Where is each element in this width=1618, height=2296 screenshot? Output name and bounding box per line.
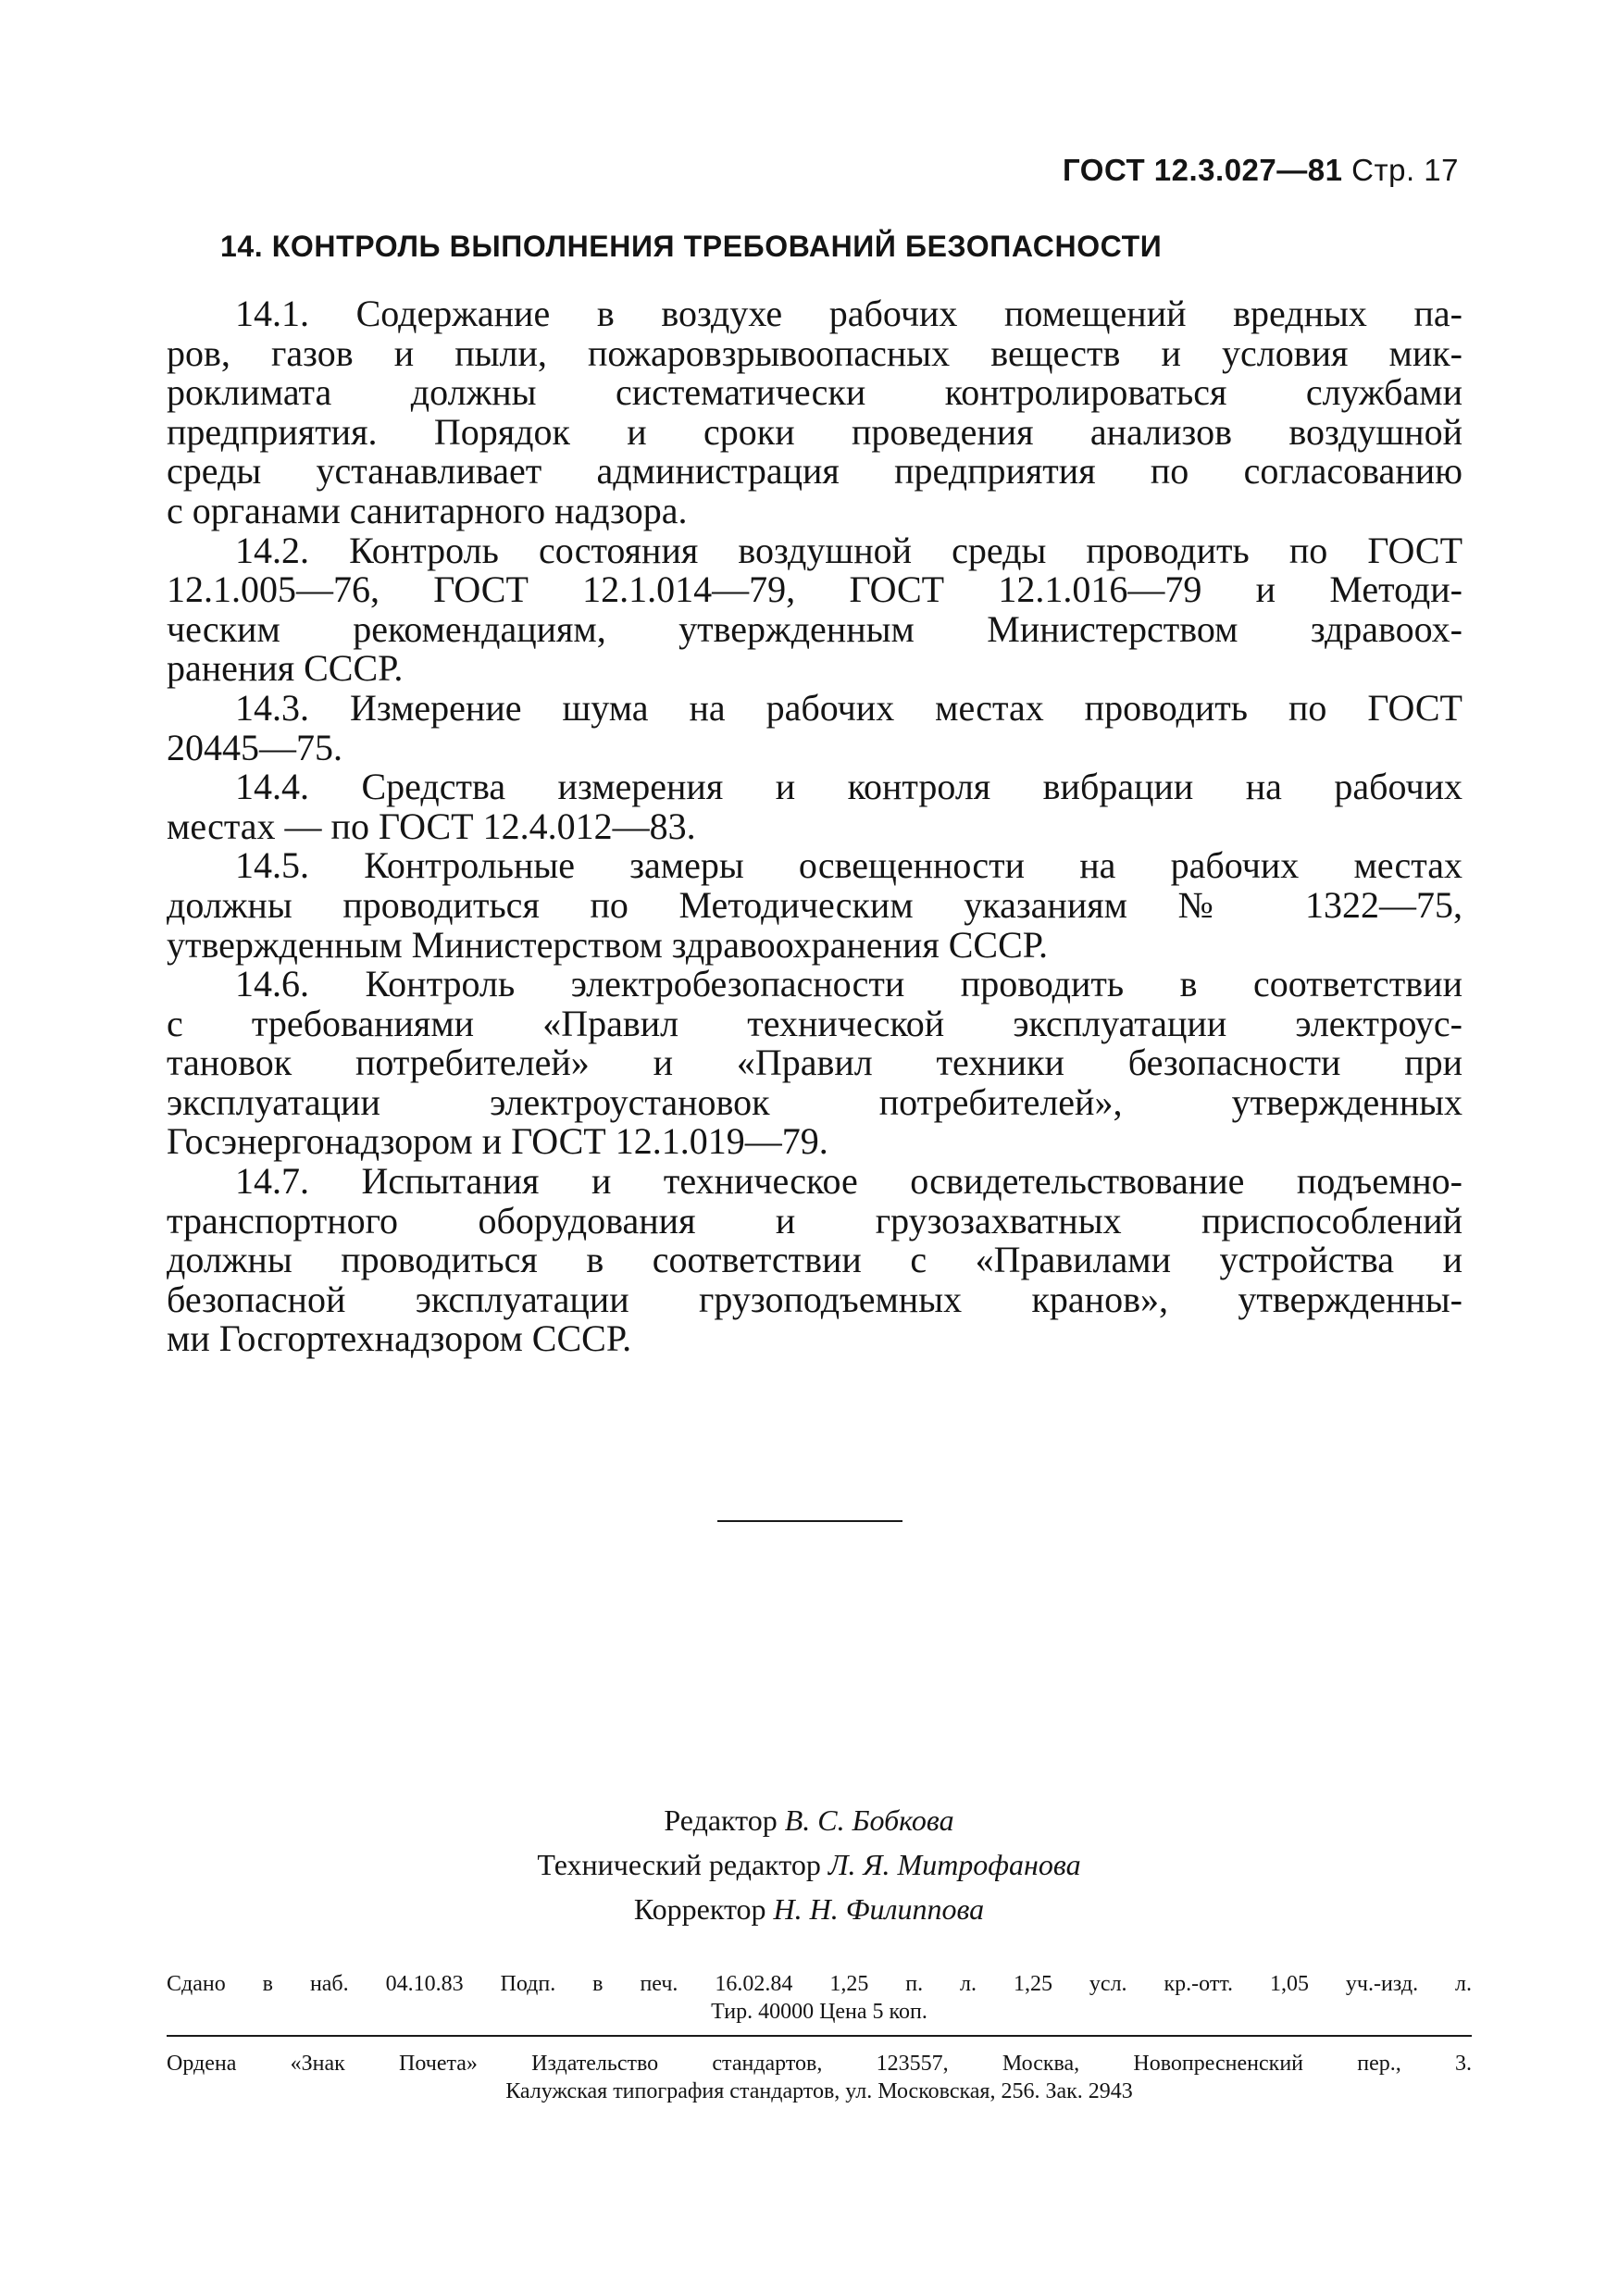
text-line: безопасной эксплуатации грузоподъемных кранов», утвержденны-	[167, 1278, 1462, 1320]
paragraph-14-5	[167, 846, 1462, 965]
text-line: 14.5. Контрольные замеры освещенности на рабочих местах	[235, 844, 1462, 887]
text-line: среды устанавливает администрация предприятия по согласованию	[167, 450, 1462, 493]
paragraph-14-2	[167, 531, 1462, 689]
text-line: предприятия. Порядок и сроки проведения анализов воздушной	[167, 410, 1462, 453]
paragraph-14-3	[167, 686, 1462, 768]
text-line: 14.6. Контроль электробезопасности проводить в соответствии	[235, 963, 1462, 1005]
text-line: тановок потребителей» и «Правил техники безопасности при	[167, 1042, 1462, 1084]
body-text	[167, 294, 1462, 1359]
text-line: 14.4. Средства измерения и контроля вибрации на рабочих	[235, 766, 1462, 808]
page-number: Стр. 17	[1351, 153, 1459, 187]
text-line: ческим рекомендациям, утвержденным Министерством здравоох-	[167, 607, 1462, 650]
standard-number: ГОСТ 12.3.027—81	[1063, 153, 1343, 187]
page-header	[1063, 153, 1459, 188]
proofreader-role: Корректор	[633, 1892, 766, 1926]
paragraph-14-4	[167, 767, 1462, 846]
text-line: 12.1.005—76, ГОСТ 12.1.014—79, ГОСТ 12.1.016—79 и Методи-	[167, 568, 1462, 611]
printer-line: Калужская типография стандартов, ул. Московская, 256. Зак. 2943	[505, 2079, 1133, 2103]
text-line: должны проводиться в соответствии с «Правилами устройства и	[167, 1239, 1462, 1281]
editor-name: В. С. Бобкова	[784, 1803, 954, 1837]
text-line: транспортного оборудования и грузозахватных приспособлений	[167, 1199, 1462, 1242]
print-dates: Сдано в наб. 04.10.83 Подп. в печ. 16.02.84 1,25 п. л. 1,25 усл. кр.-отт. 1,05 уч.-изд. л.	[167, 1972, 1472, 1996]
text-line: ров, газов и пыли, пожаровзрывоопасных веществ и условия мик-	[167, 331, 1462, 374]
publisher-details	[167, 2050, 1472, 2105]
section-title: 14. КОНТРОЛЬ ВЫПОЛНЕНИЯ ТРЕБОВАНИЙ БЕЗОПАСНОСТИ	[220, 230, 1163, 263]
text-line: Госэнергонадзором и ГОСТ 12.1.019—79.	[167, 1120, 828, 1163]
paragraph-14-6	[167, 965, 1462, 1162]
text-line: должны проводиться по Методическим указаниям № 1322—75,	[167, 883, 1462, 926]
text-line: эксплуатации электроустановок потребителей», утвержденных	[167, 1080, 1462, 1123]
tech-editor-role: Технический редактор	[537, 1848, 821, 1881]
print-details	[167, 1970, 1472, 2026]
imprint-rule	[167, 2035, 1472, 2037]
text-line: 14.2. Контроль состояния воздушной среды проводить по ГОСТ	[235, 529, 1462, 571]
text-line: роклимата должны систематически контролироваться службами	[167, 371, 1462, 414]
proofreader-name: Н. Н. Филиппова	[773, 1892, 985, 1926]
paragraph-14-1	[167, 294, 1462, 531]
text-line: утвержденным Министерством здравоохранения СССР.	[167, 923, 1049, 966]
tech-editor-line	[0, 1842, 1618, 1887]
text-line: 20445—75.	[167, 726, 342, 768]
credits-block	[0, 1798, 1618, 1931]
text-line: ми Госгортехнадзором СССР.	[167, 1317, 632, 1360]
text-line: ранения СССР.	[167, 647, 404, 690]
publisher-line: Ордена «Знак Почета» Издательство стандартов, 123557, Москва, Новопресненский пер., 3.	[167, 2052, 1472, 2076]
paragraph-14-7	[167, 1162, 1462, 1359]
tech-editor-name: Л. Я. Митрофанова	[828, 1848, 1081, 1881]
text-line: 14.1. Содержание в воздухе рабочих помещений вредных па-	[235, 293, 1462, 334]
text-line: с требованиями «Правил технической эксплуатации электроус-	[167, 1002, 1462, 1044]
text-line: с органами санитарного надзора.	[167, 489, 688, 531]
editor-line	[0, 1798, 1618, 1842]
print-run-price: Тир. 40000 Цена 5 коп.	[711, 2000, 927, 2024]
section-divider	[717, 1520, 902, 1522]
text-line: 14.3. Измерение шума на рабочих местах проводить по ГОСТ	[235, 686, 1462, 729]
text-line: местах — по ГОСТ 12.4.012—83.	[167, 805, 696, 847]
proofreader-line	[0, 1887, 1618, 1931]
editor-role: Редактор	[664, 1803, 778, 1837]
text-line: 14.7. Испытания и техническое освидетельствование подъемно-	[235, 1160, 1462, 1203]
